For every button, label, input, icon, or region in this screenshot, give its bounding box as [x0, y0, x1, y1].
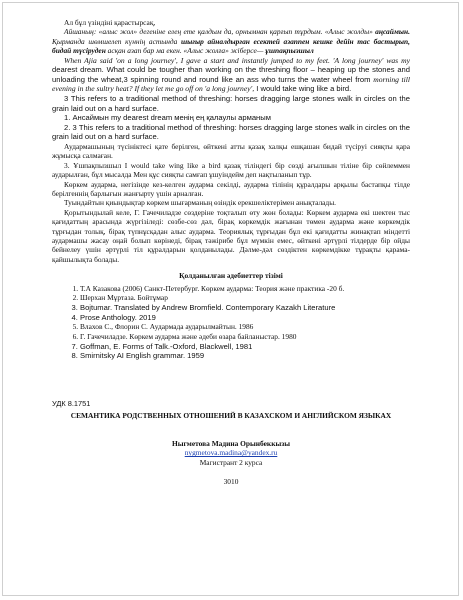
reference-item: 2. Шерхан Мұртаза. Бойтұмар: [80, 293, 410, 303]
quote-text-2: Қырманда шөмшелеп күннің астында: [52, 36, 181, 46]
kazakh-quote: [52, 27, 410, 55]
quote-bold-1: аңсаймын.: [375, 27, 410, 37]
reference-item: 8. Smirnitsky AI English grammar. 1959: [80, 351, 410, 361]
english-quote-italic-1: When Ajia said 'on a long journey', I gave a start and instantly jumped to my feet. 'A long journey' was my: [64, 55, 410, 65]
english-quote-italic-2: morning till evening in the sultry heat? If they let me go off on 'a long journey',: [52, 74, 410, 94]
footnote-paragraph: 3 This refers to a traditional method of threshing: horses dragging large stones walk in circles on the grain laid out on a hard surface.: [52, 94, 410, 113]
intro-line: Ал бұл үзіндіні қарастырсақ,: [64, 18, 156, 27]
english-quote-text-2: I would take wing like a bird.: [254, 84, 352, 94]
reference-item: 5. Влахов С., Флорин С. Аудармада аударылмайтын. 1986: [80, 322, 410, 332]
english-quote-text-1: dearest dream. What could be tougher than working on the threshing floor – heaping up the stones and unloading the wheat,3 spinning round and round like an ass who turns the water wheel from: [52, 65, 410, 84]
english-quote: [52, 56, 410, 94]
udk-code: УДК 8.1751: [52, 398, 91, 408]
page-number: 3010: [223, 477, 239, 487]
commentary-paragraph: Аудармашының түсініктесі қате берілген, өйткені атты қазақ халқы ешқашан бидай түсіруі сияқты қара жұмысқа салмаған.: [52, 141, 410, 161]
quote-text-1: Айшаның: «алыс жол» дегеніне елең ете қалдым да, орнымнан қарғып тұрдым. «Алыс жолды»: [64, 27, 376, 37]
references-list: [52, 284, 410, 361]
quote-text-3: асқан азап бар ма екен. «Алыс жолға» жіберсе—: [105, 46, 266, 56]
quote-bold-2: шығыр айналдырған есектей азаппен кешке дейін тас бастырып, бидай түсіруден: [52, 36, 410, 56]
author-degree: Магистрант 2 курса: [199, 457, 263, 467]
reference-item: 3. Bojtumar. Translated by Andrew Bromfield. Contemporary Kazakh Literature: [80, 303, 410, 313]
author-name: Ныгметова Мадина Орынбеккызы: [172, 438, 290, 448]
reference-item: 7. Goffman, E. Forms of Talk.-Oxford, Blackwell, 1981: [80, 342, 410, 352]
example-1: 1. Ансаймын my dearest dream менің ең қалаулы арманым: [64, 113, 271, 123]
reference-item: 4. Prose Anthology. 2019: [80, 313, 410, 323]
body-paragraph-1: Көркем аударма, негізінде кез-келген аударма секілді, аударма тілінің құралдары арқылы бастапқы тілде берілгеннің барлығын жанғырту үшін арналған.: [52, 179, 410, 198]
author-email-link[interactable]: nygmetova.madina@yandex.ru: [184, 448, 278, 458]
article-title: СЕМАНТИКА РОДСТВЕННЫХ ОТНОШЕНИЙ В КАЗАХСКОМ И АНГЛИЙСКОМ ЯЗЫКАХ: [70, 411, 392, 421]
document-page: [52, 18, 410, 486]
reference-item: 1. Т.А Казакова (2006) Санкт-Петербург. Көркем аударма: Теория және практика -20 б.: [80, 284, 410, 294]
reference-item: 6. Г. Гачечиладзе. Көркем аударма және әдеби өзара байланыстар. 1980: [80, 332, 410, 342]
conclusion-paragraph: Қорытындылай келе, Г. Гачечиладзе сөздеріне тоқталып өту жөн болады: Көркем аударма екі шектен тыс қағидаттың арасында жүргізіледі: сөзбе-сөз дәл, бірақ көркемдік жағынан төмен аударма және көркемдік тұрғыдан толық, бірақ түпнұсқадан алыс аударма. Теориялық тұрғыдан бұл екі қағидатты жинақтап міндетті аудармашы жасау оңай болып көрінеді, бірақ тәжірибе бұл мүмкін емес, өйткені әртүрлі тілдерде бір ойды бейнелеу үшін әртүрлі тіл құралдарын қолданылады. Дәлме-дәл сөздіктен көркемдікке тұрақты қарама-қайшылықта болады.: [52, 207, 410, 264]
body-paragraph-2: Туындайтын қиындықтар көркем шығарманың өзіндік ерекшеліктерімен анықталады.: [64, 198, 337, 208]
quote-bold-3: ұшпақпызшыл: [265, 46, 314, 56]
references-heading: Қолданылған әдебиеттер тізімі: [179, 271, 283, 281]
example-2: 2. 3 This refers to a traditional method of threshing: horses dragging large stones walk in circles on the grain laid out on a hard surface.: [52, 122, 410, 142]
example-3: 3. Ұшпақпызшыл I would take wing like a bird қазақ тіліндегі бір сөзді ағылшын тіліне бір сөйлеммен аударылған, бұл мысалда Мен құс сияқты самғап ұшуіндейм деп нақтыланып тұр.: [52, 160, 410, 180]
